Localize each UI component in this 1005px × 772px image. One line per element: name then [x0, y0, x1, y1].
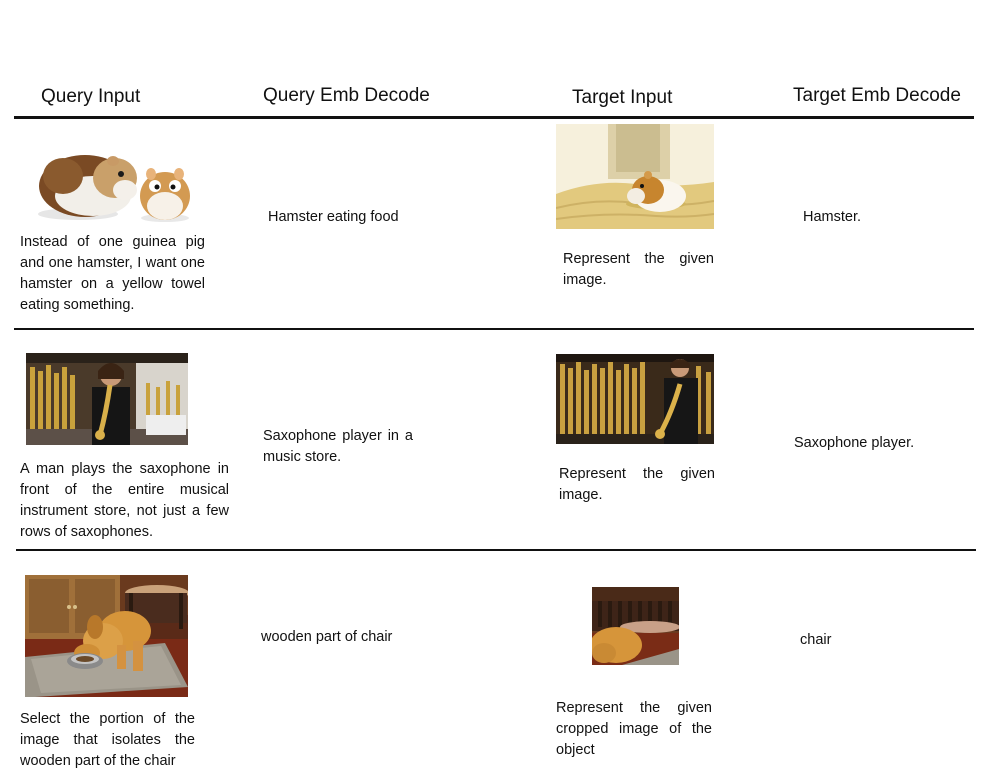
query-decode-text: Saxophone player in a music store. — [263, 428, 413, 465]
target-decode-text: Hamster. — [803, 209, 862, 225]
header-target-input: Target Input — [572, 87, 673, 108]
saxophone-player-store-image — [26, 353, 188, 445]
row-divider-1 — [14, 328, 974, 330]
target-text: Represent the given image. — [559, 466, 715, 503]
target-decode-text: Saxophone player. — [794, 435, 915, 451]
hamster-on-towel-image — [556, 124, 714, 229]
query-text: Instead of one guinea pig and one hamster, I want one hamster on a yellow towel eating something. — [20, 234, 205, 313]
guinea-pig-and-hamster-image — [33, 128, 193, 226]
query-decode-text: Hamster eating food — [268, 209, 399, 225]
query-text: A man plays the saxophone in front of the entire musical instrument store, not just a few rows of saxophones. — [20, 461, 229, 540]
saxophone-player-image — [556, 354, 714, 444]
header-query-emb-decode: Query Emb Decode — [263, 85, 430, 106]
header-target-emb-decode: Target Emb Decode — [793, 85, 961, 106]
query-text: Select the portion of the image that isolates the wooden part of the chair — [20, 711, 195, 769]
target-text: Represent the given cropped image of the object — [556, 700, 712, 758]
target-decode-text: chair — [800, 632, 832, 648]
header-query-input: Query Input — [41, 86, 141, 107]
row-divider-2 — [16, 549, 976, 551]
target-text: Represent the given image. — [563, 251, 714, 288]
cropped-chair-image — [592, 587, 679, 665]
dog-eating-bowl-image — [25, 575, 188, 697]
query-decode-text: wooden part of chair — [261, 629, 393, 645]
header-rule — [14, 116, 974, 119]
